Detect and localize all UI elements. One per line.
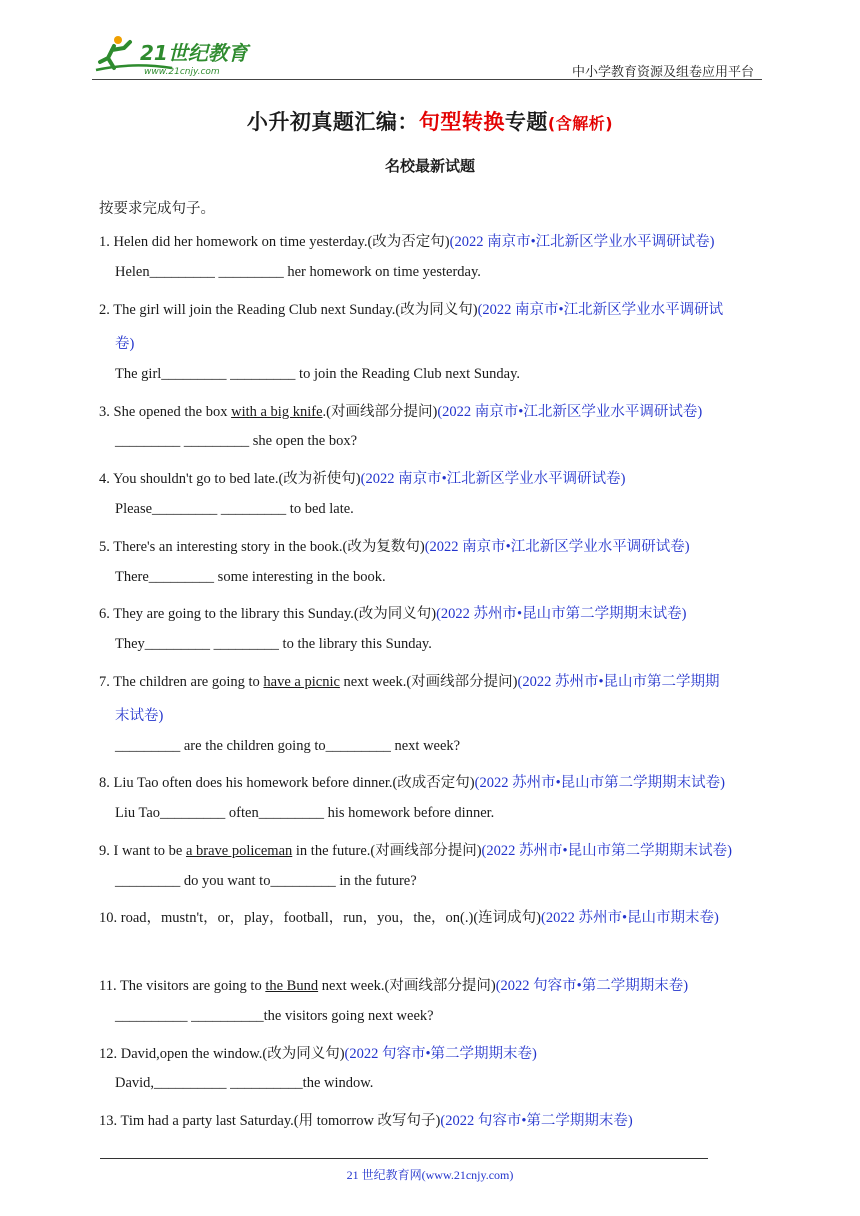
- title-part3: 专题: [504, 110, 548, 134]
- question-2: [99, 298, 723, 319]
- question-9: [99, 839, 732, 860]
- question-8: [99, 771, 725, 792]
- q10-source: (2022 苏州市•昆山市期末卷): [540, 910, 719, 926]
- q2-source-cont: 卷): [115, 336, 135, 352]
- q11-text-pre: 11. The visitors are going to: [99, 978, 266, 994]
- q1-answer[interactable]: Helen_________ _________ her homework on time yesterday.: [115, 264, 481, 280]
- q1-text: 1. Helen did her homework on time yesterday.(改为否定句): [99, 234, 450, 250]
- q6-text: 6. They are going to the library this Sunday.(改为同义句): [99, 606, 437, 622]
- question-10: [99, 906, 719, 927]
- footer-divider: [100, 1158, 708, 1159]
- q3-source: (2022 南京市•江北新区学业水平调研试卷): [437, 404, 703, 420]
- q11-text-post: next week.(对画线部分提问): [318, 978, 496, 994]
- question-13: [99, 1109, 633, 1130]
- q2-text: 2. The girl will join the Reading Club next Sunday.(改为同义句): [99, 302, 478, 318]
- q12-source: (2022 句容市•第二学期期末卷): [344, 1046, 537, 1062]
- q9-text-post: in the future.(对画线部分提问): [292, 843, 482, 859]
- footer-link[interactable]: 21 世纪教育网(www.21cnjy.com): [346, 1168, 514, 1182]
- question-7: [99, 670, 720, 691]
- q7-text-post: next week.(对画线部分提问): [339, 674, 518, 690]
- question-3: [99, 400, 702, 421]
- q11-answer[interactable]: __________ __________the visitors going next week?: [115, 1008, 434, 1024]
- logo-url: www.21cnjy.com: [144, 67, 220, 77]
- q8-answer[interactable]: Liu Tao_________ often_________ his homework before dinner.: [115, 805, 495, 821]
- q4-source: (2022 南京市•江北新区学业水平调研试卷): [360, 471, 626, 487]
- title-part2: 句型转换: [418, 110, 505, 134]
- q4-answer[interactable]: Please_________ _________ to bed late.: [115, 501, 354, 517]
- q1-source: (2022 南京市•江北新区学业水平调研试卷): [449, 234, 715, 250]
- question-11: [99, 974, 688, 995]
- q7-answer[interactable]: _________ are the children going to_________ next week?: [115, 738, 461, 754]
- q5-text: 5. There's an interesting story in the book.(改为复数句): [99, 539, 425, 555]
- q7-source-cont: 末试卷): [115, 708, 164, 724]
- q7-source: (2022 苏州市•昆山市第二学期期: [517, 674, 720, 690]
- question-6: [99, 602, 686, 623]
- q3-underlined: with a big knife: [231, 404, 323, 420]
- question-4: [99, 467, 625, 488]
- q2-answer[interactable]: The girl_________ _________ to join the Reading Club next Sunday.: [115, 366, 521, 382]
- q5-source: (2022 南京市•江北新区学业水平调研试卷): [424, 539, 690, 555]
- q13-text: 13. Tim had a party last Saturday.(用 tomorrow 改写句子): [99, 1113, 441, 1129]
- q8-source: (2022 苏州市•昆山市第二学期期末试卷): [474, 775, 725, 791]
- title-part1: 小升初真题汇编：: [246, 110, 419, 134]
- logo-text: 21世纪教育: [140, 41, 248, 65]
- q12-answer[interactable]: David,__________ __________the window.: [115, 1075, 374, 1091]
- instruction: 按要求完成句子。: [99, 201, 215, 217]
- q7-text-pre: 7. The children are going to: [99, 674, 264, 690]
- q2-source: (2022 南京市•江北新区学业水平调研试: [477, 302, 724, 318]
- q12-text: 12. David,open the window.(改为同义句): [99, 1046, 345, 1062]
- platform-name: 中小学教育资源及组卷应用平台: [571, 64, 754, 79]
- q3-answer[interactable]: _________ _________ she open the box?: [115, 433, 358, 449]
- q9-answer[interactable]: _________ do you want to_________ in the future?: [115, 873, 417, 889]
- q3-text-pre: 3. She opened the box: [99, 404, 232, 420]
- q7-underlined: have a picnic: [263, 674, 340, 690]
- q11-source: (2022 句容市•第二学期期末卷): [495, 978, 689, 994]
- q6-source: (2022 苏州市•昆山市第二学期期末试卷): [436, 606, 687, 622]
- question-1: [99, 230, 714, 251]
- q10-text: 10. road，mustn't，or，play，football，run，you，the，on(.)(连词成句): [99, 910, 541, 926]
- q11-underlined: the Bund: [265, 978, 319, 994]
- page-title: [0, 106, 860, 136]
- q8-text: 8. Liu Tao often does his homework before dinner.(改成否定句): [99, 775, 475, 791]
- q5-answer[interactable]: There_________ some interesting in the book.: [115, 569, 386, 585]
- q4-text: 4. You shouldn't go to bed late.(改为祈使句): [99, 471, 361, 487]
- header-divider: [92, 79, 762, 80]
- title-part4: (含解析): [547, 114, 614, 133]
- q9-source: (2022 苏州市•昆山市第二学期期末试卷): [481, 843, 732, 859]
- subtitle: 名校最新试题: [384, 157, 475, 175]
- q6-answer[interactable]: They_________ _________ to the library this Sunday.: [115, 636, 432, 652]
- question-5: [99, 535, 690, 556]
- question-12: [99, 1042, 537, 1063]
- q13-source: (2022 句容市•第二学期期末卷): [440, 1113, 633, 1129]
- q9-underlined: a brave policeman: [185, 843, 293, 859]
- q9-text-pre: 9. I want to be: [99, 843, 186, 859]
- q3-text-post: .(对画线部分提问): [322, 404, 438, 420]
- page-header: [92, 34, 762, 80]
- logo-21cnjy[interactable]: [92, 34, 262, 78]
